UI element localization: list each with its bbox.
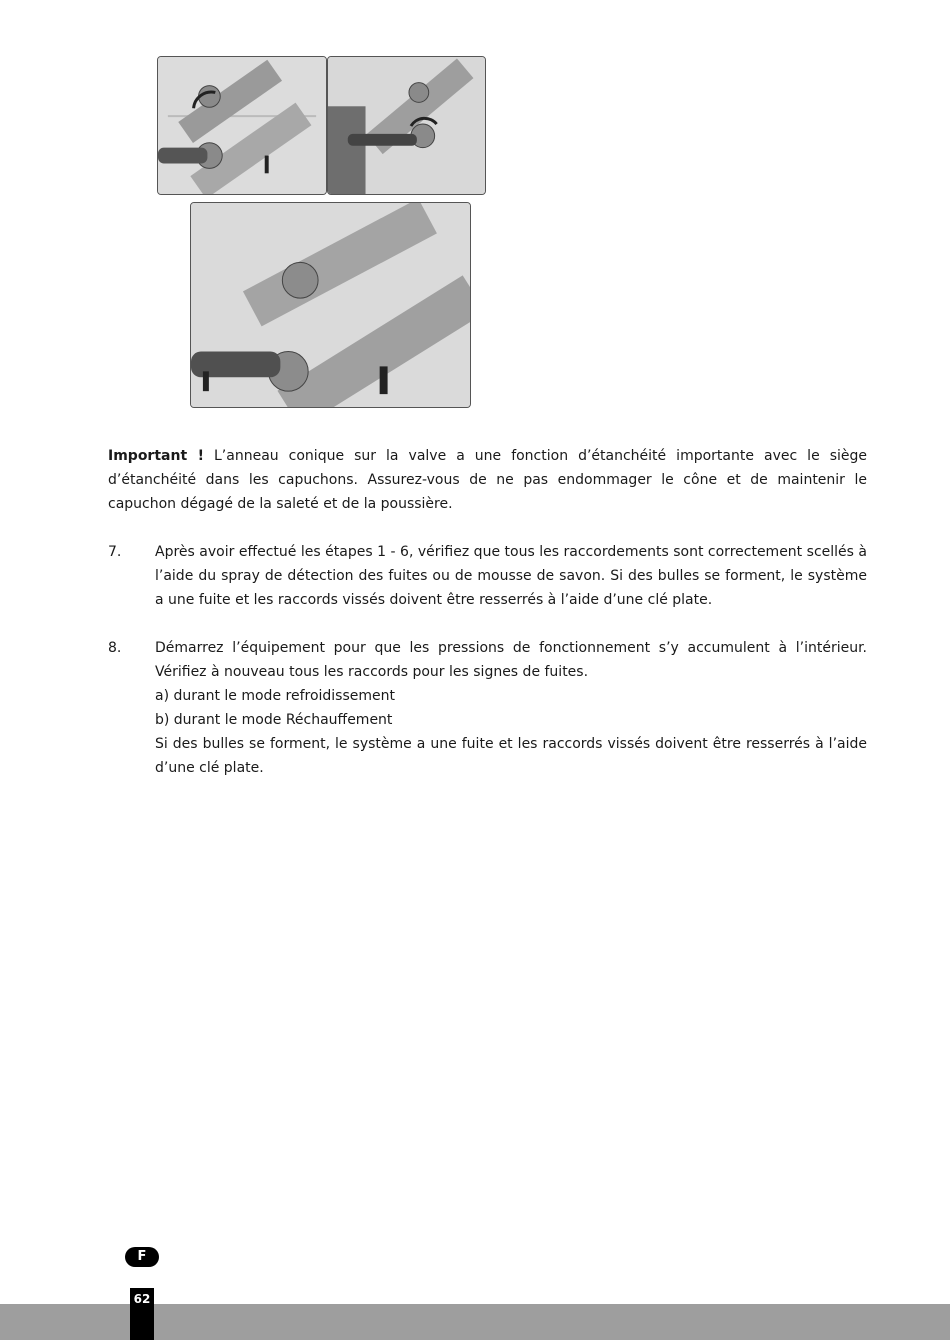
step-8 <box>108 636 867 780</box>
photo-valve-wrench-2 <box>327 56 486 195</box>
language-badge: F <box>125 1247 159 1267</box>
important-note <box>108 444 867 516</box>
step-text: Démarrez l’équipement pour que les pressions de fonctionnement s’y accumulent à l’intérieur. Vérifiez à nouveau tous les raccords pour les signes de fuites. <box>155 640 867 680</box>
important-label: Important ! <box>108 448 204 464</box>
step-text: Après avoir effectué les étapes 1 - 6, vérifiez que tous les raccordements sont correctement scellés à l’aide du spray de détection des fuites ou de mousse de savon. Si des bulles se forment, le système a une fuite et les raccords vissés doivent être resserrés à l’aide d’une clé plate. <box>155 544 867 608</box>
step-sub-item: a) durant le mode refroidissement <box>155 688 395 704</box>
photo-valve-wrench-1 <box>157 56 327 195</box>
step-7 <box>108 540 867 612</box>
step-sub-item: b) durant le mode Réchauffement <box>155 712 393 728</box>
step-closing-text: Si des bulles se forment, le système a une fuite et les raccords vissés doivent être resserrés à l’aide d’une clé plate. <box>155 736 867 776</box>
photo-valve-wrench-3 <box>190 202 471 408</box>
step-number: 7. <box>108 544 122 560</box>
page-number: 62 <box>130 1288 154 1340</box>
step-number: 8. <box>108 640 122 656</box>
important-text: L’anneau conique sur la valve a une fonction d’étanchéité importante avec le siège d’étanchéité dans les capuchons. Assurez-vous de ne pas endommager le cône et de maintenir le capuchon dégagé de la saleté et de la poussière. <box>108 448 868 512</box>
